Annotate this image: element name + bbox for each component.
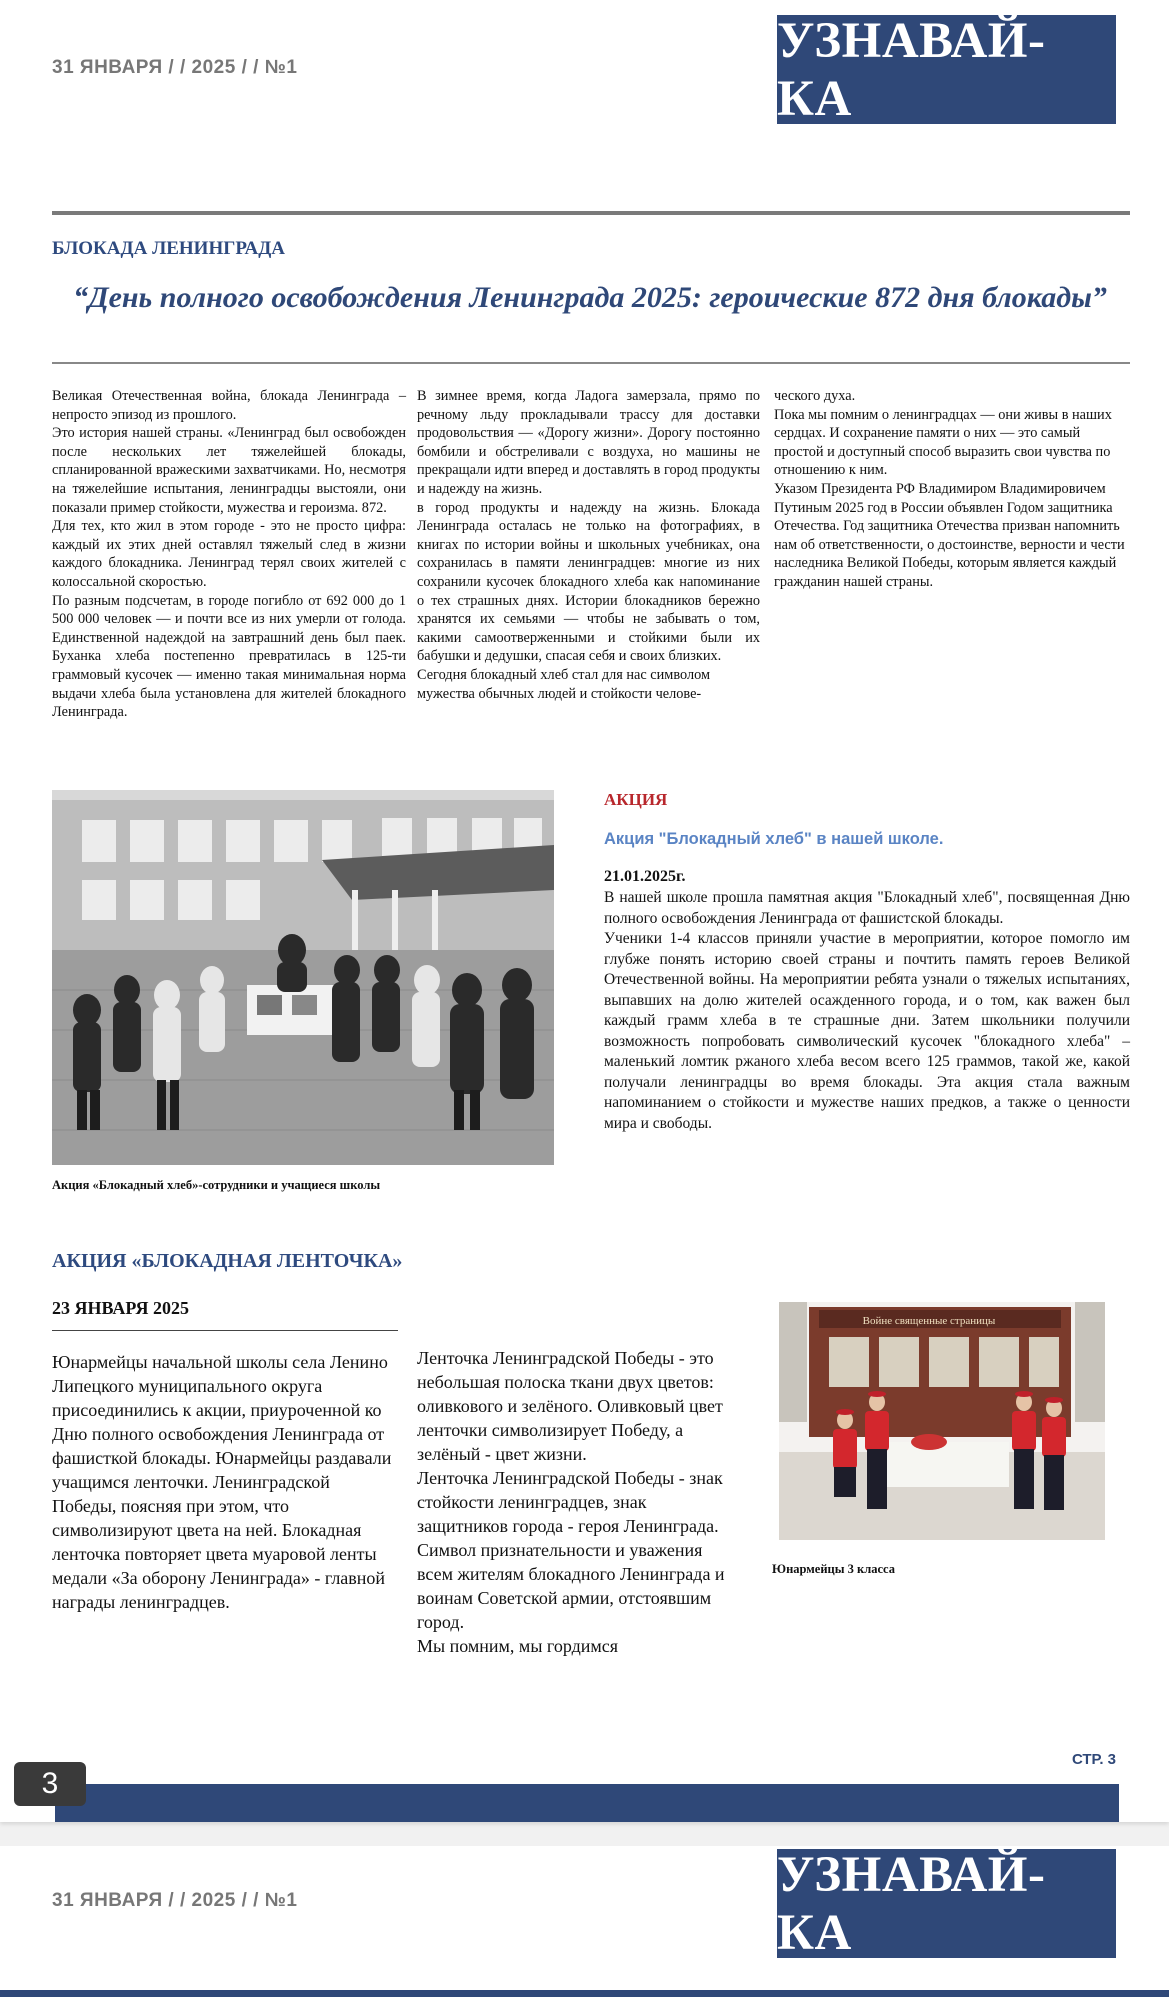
paragraph: Ленточка Ленинградской Победы - знак стойкости ленинградцев, знак защитников города - героя Ленинграда. Символ признательности и уважения всем жителям блокадного Ленинграда и воинам Советской армии, отстоявшим город. bbox=[417, 1468, 725, 1632]
article-column-1 bbox=[52, 1350, 398, 1614]
paragraph: Ученики 1-4 классов приняли участие в мероприятии, которое помогло им глубже понять историю своей страны и почтить память героев Великой Отечественной войны. На мероприятии ребята узнали о тяжелых испытаниях, выпавших на долю жителей осажденного города, и о том, как важен был каждый грамм хлеба в те страшные дни. Затем школьники получили возможность попробовать символический кусочек "блокадного хлеба" – маленький ломтик ржаного хлеба весом всего 125 граммов, такой же, какой получали ленинградцы во время блокады. Эта акция стала важным напоминанием о стойкости и мужестве наших предков, а также о ценности мира и свободы. bbox=[604, 930, 1130, 1132]
article-title: Акция "Блокадный хлеб" в нашей школе. bbox=[604, 830, 944, 848]
paragraph: Это история нашей страны. «Ленинград был освобожден после нескольких лет тяжелейшей блокады, спланированной вражескими захватчиками. Но, несмотря на тяжелейшие испытания, ленинградцы выстояли, они показали пример стойкости, мужества и героизма. 872. bbox=[52, 425, 406, 516]
footer-bar bbox=[55, 1784, 1119, 1822]
paragraph: По разным подсчетам, в городе погибло от 692 000 до 1 500 000 человек — и почти все из них умерли от голода. Единственной надеждой на завтрашний день был паек. Буханка хлеба постепенно превратилась в 125-ти граммовый кусочек — именно такая минимальная норма выдачи хлеба была установлена для жителей блокадного Ленинграда. bbox=[52, 592, 406, 721]
masthead: УЗНАВАЙ-КА bbox=[777, 15, 1116, 124]
section-title: БЛОКАДА ЛЕНИНГРАДА bbox=[52, 238, 286, 259]
article-tag: АКЦИЯ bbox=[604, 790, 668, 809]
photo-illustration bbox=[779, 1302, 1105, 1540]
paragraph: Указом Президента РФ Владимиром Владимировичем Путиным 2025 год в России объявлен Годом защитника Отечества. Год защитника Отечества призван напомнить нам об ответственности, о достоинстве, верности и чести наследника Великой Победы, которым является каждый гражданин нашей страны. bbox=[774, 480, 1125, 590]
article-date: 21.01.2025г. bbox=[604, 868, 686, 885]
headline-rule bbox=[52, 362, 1130, 364]
page-indicator-badge: 3 bbox=[14, 1762, 86, 1806]
article-body bbox=[604, 888, 1130, 1134]
article-column-2 bbox=[417, 387, 760, 703]
article-column-1 bbox=[52, 387, 406, 722]
paragraph: В нашей школе прошла памятная акция "Блокадный хлеб", посвященная Дню полного освобождения Ленинграда от фашистской блокады. bbox=[604, 889, 1130, 927]
page-number: СТР. 3 bbox=[1071, 1751, 1116, 1768]
paragraph: в город продукты и надежду на жизнь. Блокада Ленинграда осталась не только на фотографиях, в книгах по истории войны и школьных учебниках, она сохранилась в памяти ленинградцев: многие из них сохранили кусочек блокадного хлеба как напоминание о тех страшных днях. Истории блокадников бережно хранятся их семьями — чтобы не забывать о том, какими самоотверженными и стойкими были их бабушки и дедушки, спасая себя и своих близких. bbox=[417, 499, 760, 665]
paragraph: Сегодня блокадный хлеб стал для нас символом мужества обычных людей и стойкости челове- bbox=[417, 666, 711, 702]
photo-caption: Акция «Блокадный хлеб»-сотрудники и учащиеся школы bbox=[52, 1178, 381, 1192]
masthead: УЗНАВАЙ-КА bbox=[777, 1849, 1116, 1958]
photo-caption: Юнармейцы 3 класса bbox=[772, 1562, 895, 1576]
paragraph: Для тех, кто жил в этом городе - это не просто цифра: каждый их этих дней оставлял тяжелый след в жизни каждого блокадника. Ленинград терял своих жителей с колоссальной скоростью. bbox=[52, 518, 406, 590]
paragraph: Юнармейцы начальной школы села Ленино Липецкого муниципального округа присоединились к акции, приуроченной ко Дню полного освобождения Ленинграда от фашисткой блокады. Юнармейцы раздавали учащимся ленточки. Ленинградской Победы, поясняя при этом, что символизируют цвета на ней. Блокадная ленточка повторяет цвета муаровой ленты медали «За оборону Ленинграда» - главной награды ленинградцев. bbox=[52, 1352, 392, 1612]
header-rule bbox=[52, 211, 1130, 215]
headline: “День полного освобождения Ленинграда 2025: героические 872 дня блокады” bbox=[73, 281, 1107, 314]
article-column-2 bbox=[417, 1346, 739, 1658]
stand-title: Войне священные страницы bbox=[862, 1315, 996, 1327]
paragraph: Ленточка Ленинградской Победы - это небольшая полоска ткани двух цветов: оливкового и зелёного. Оливковый цвет ленточки символизирует Победу, а зелёный - цвет жизни. bbox=[417, 1348, 723, 1464]
dateline: 31 ЯНВАРЯ / / 2025 / / №1 bbox=[52, 1890, 298, 1911]
dateline: 31 ЯНВАРЯ / / 2025 / / №1 bbox=[52, 57, 298, 78]
date-rule bbox=[52, 1330, 398, 1331]
paragraph: Мы помним, мы гордимся bbox=[417, 1636, 619, 1656]
article-column-3 bbox=[774, 387, 1130, 592]
blockade-bread-photo bbox=[52, 790, 554, 1165]
section-title: АКЦИЯ «БЛОКАДНАЯ ЛЕНТОЧКА» bbox=[52, 1250, 403, 1272]
paragraph: Пока мы помним о ленинградцах — они живы в наших сердцах. И сохранение памяти о них — это самый простой и доступный способ выразить свои чувства по отношению к ним. bbox=[774, 406, 1112, 479]
paragraph: Великая Отечественная война, блокада Ленинграда – непросто эпизод из прошлого. bbox=[52, 388, 406, 423]
cadets-photo bbox=[779, 1302, 1105, 1540]
paragraph: ческого духа. bbox=[774, 388, 856, 404]
article-date: 23 ЯНВАРЯ 2025 bbox=[52, 1298, 189, 1318]
bottom-strip bbox=[0, 1990, 1169, 1997]
paragraph: В зимнее время, когда Ладога замерзала, прямо по речному льду прокладывали трассу для доставки продовольствия — «Дорогу жизни». Дорогу постоянно бомбили и обстреливали с воздуха, но машины не прекращали идти вперед и доставлять в город продукты и надежду на жизнь. bbox=[417, 388, 760, 497]
next-page-preview bbox=[0, 1846, 1169, 1997]
photo-illustration bbox=[52, 790, 554, 1165]
